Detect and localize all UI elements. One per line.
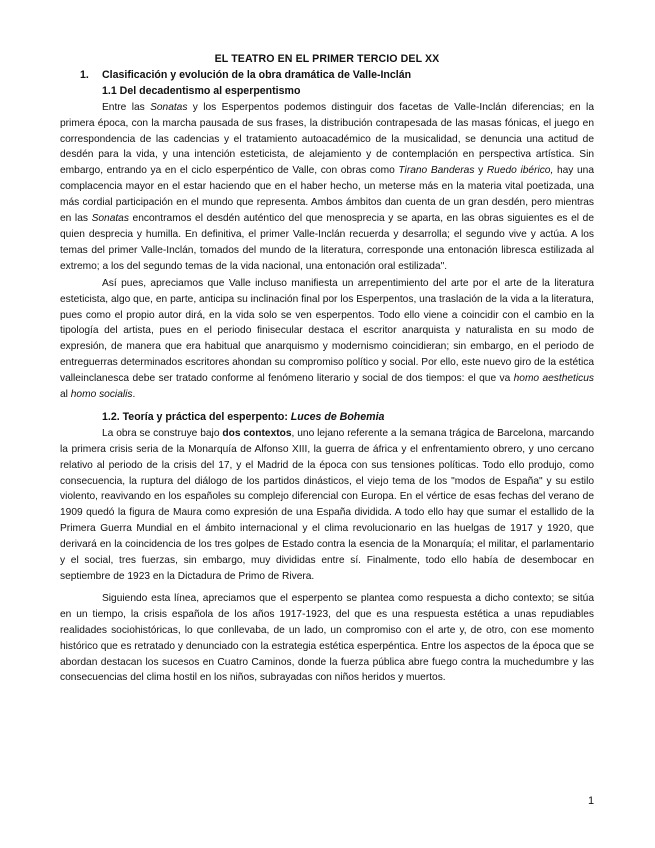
paragraph-1 xyxy=(60,100,594,275)
document-title: EL TEATRO EN EL PRIMER TERCIO DEL XX xyxy=(214,53,440,65)
text-run: Así pues, apreciamos que Valle incluso manifiesta un arrepentimiento del arte por el arte de la literatura esteticista, algo que, en parte, anticipa su inclinación final por los Esperpentos, una traslación de la vida a la literatura, pues como el propio autor dirá, en la vida solo se ven esperpentos. Todo ello viene a coincidir con el cambio en la tipología del artista, pues en el periodo finisecular destaca el escritor anarquista y naturalista en su modo de expresión, de manera que era habitual que anarquismo y modernismo coincidieran; sin embargo, en el periodo de entreguerras determinados escritores ahondan su compromiso político y social. Por ello, este nuevo giro de la estética valleinclanesca debe ser tratado conforme al fenómeno literario y social de dos tiempos: el que va xyxy=(60,277,594,385)
text-run: encontramos el desdén auténtico del que menosprecia y se aparta, en las obras siguientes es el de quien desprecia y humilla. En definitiva, el primer Valle-Inclán recuerda y desarrolla; el segundo vive y actúa. A los temas del primer Valle-Inclán, tomados del mundo de la literatura, corresponde una entonación libresca estilizada al extremo; a los del segundo temas de la vida nacional, una entonación oral estilizada". xyxy=(60,213,594,272)
paragraph-4 xyxy=(60,591,594,686)
italic-term: homo aestheticus xyxy=(513,373,594,385)
heading-italic-title: Luces de Bohemia xyxy=(290,410,385,423)
paragraph-3 xyxy=(60,426,594,585)
subsection-heading-1-1: 1.1 Del decadentismo al esperpentismo xyxy=(102,84,301,97)
heading-text: 1.2. Teoría y práctica del esperpento: xyxy=(102,410,291,423)
paragraph-2 xyxy=(60,276,594,403)
text-run: hay una complacencia mayor en el estar haciendo que en el haber hecho, un meterse más en la materia vital poetizada, una más cordial participación en el mundo que representa. Ambos ámbitos dan cuenta de un gran desdén, pero mientras en las xyxy=(60,165,594,225)
text-run: . xyxy=(132,389,136,401)
text-run: La obra se construye bajo xyxy=(102,427,223,439)
italic-title: Ruedo ibérico, xyxy=(486,165,554,177)
text-run: y xyxy=(474,165,487,177)
document-page xyxy=(60,52,594,686)
section-title: Clasificación y evolución de la obra dramática de Valle-Inclán xyxy=(102,68,412,81)
italic-title: Tirano Banderas xyxy=(398,165,475,177)
section-heading-1 xyxy=(60,68,594,84)
italic-title: Sonatas xyxy=(91,213,129,225)
text-run: Siguiendo esta línea, apreciamos que el esperpento se plantea como respuesta a dicho contexto; se sitúa en un tiempo, la crisis española de los años 1917-1923, del que es una respuesta estética a unas repudiables realidades sociohistóricas, lo que conllevaba, de un lado, un compromiso con el arte y, de otro, con ese momento histórico que es retratado y denunciado con la estrategia estética esperpéntica. Entre los aspectos de la época que se abordan destacan los sucesos en Cuatro Caminos, donde la fuerza pública abre fuego contra la muchedumbre y las consecuencias del clima hostil en los niños, subrayadas con niños heridos y muertos. xyxy=(60,592,594,684)
text-run: Entre las xyxy=(102,101,151,113)
bold-term: dos contextos xyxy=(222,427,292,439)
text-run: , uno lejano referente a la semana trágica de Barcelona, marcando la primera crisis seria de la Monarquía de Alfonso XIII, la guerra de áfrica y el enfrentamiento obrero, y uno cercano relativo al periodo de la crisis del 17, y el Madrid de la época con sus tensiones políticas. Todo ello produjo, como consecuencia, la ruptura del diálogo de los partidos dinásticos, el viejo tema de los "modos de España" y su estilo violento, reavivando en los españoles su complejo diferencial con Europa. En el vértice de esas fechas del verano de 1909 quedó la figura de Maura como expresión de una España dividida. A todo ello hay que sumar el estallido de la Primera Guerra Mundial en el ámbito internacional y el clima revolucionario en las huelgas de 1917 y 1920, que derivará en la coincidencia de los tres golpes de Estado contra la esencia de la Monarquía; el militar, el parlamentario y el social, tres fuerzas, sin embargo, muy divididas entre sí. Finalmente, todo ello había de desembocar en septiembre de 1923 en la Dictadura de Primo de Rivera. xyxy=(60,427,594,582)
subsection-heading-1-2 xyxy=(60,410,594,426)
text-run: y los Esperpentos podemos distinguir dos facetas de Valle-Inclán diferencias; en la primera época, con la marcha pausada de sus frases, la distribución contrapesada de las masas fónicas, el juego en correspondencia de las cadencias y el tratamiento autoacadémico de la musicalidad, se denuncia una actitud de desdén para la vida, y una intención esteticista, de alejamiento y de contemplación en perspectiva artística. Sin embargo, entrando ya en el ciclo esperpéntico de Valle, con obras como xyxy=(60,101,594,177)
text-run: al xyxy=(60,389,71,401)
section-number: 1. xyxy=(80,68,89,81)
page-number: 1 xyxy=(588,795,595,807)
italic-title: Sonatas xyxy=(150,101,188,113)
italic-term: homo socialis xyxy=(70,389,133,401)
